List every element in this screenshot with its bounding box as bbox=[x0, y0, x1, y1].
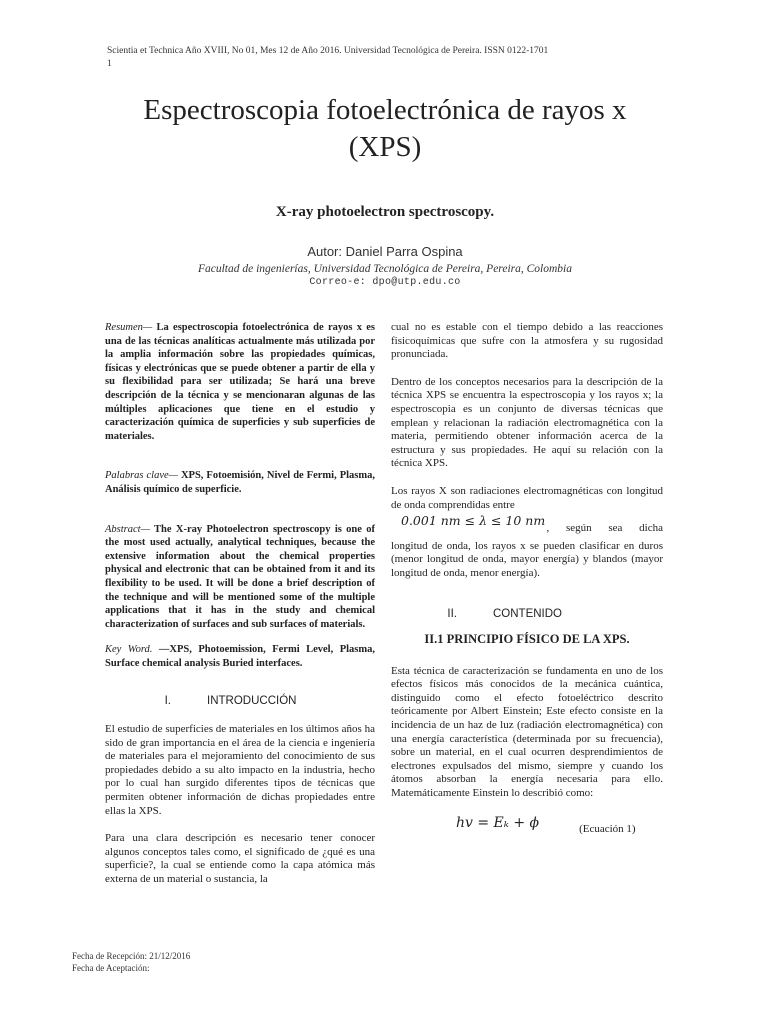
abstract-text: The X-ray Photoelectron spectroscopy is one of the most used actually, analytical techniques, because the extensive information about the chemical properties physical and electronic that can be obtained from it and its flexibility to be used. It will be done a brief description of the technique and will be mentioned some of the multiple applications that it has in the study and chemical characterization of surfaces and sub surfaces of materials. bbox=[105, 523, 375, 630]
received-date: Fecha de Recepción: 21/12/2016 bbox=[72, 951, 191, 961]
footer-dates bbox=[72, 951, 472, 974]
intro-paragraph-1: El estudio de superficies de materiales en los últimos años ha sido de gran importancia en el área de la ciencia e ingeniería de materiales para el mejoramiento del conocimiento de sus propiedades debido a su alto impacto en la industria, hecho por lo cual han surgido diferentes tipos de técnicas que permiten obtener información de dichas propiedades entre ellas la XPS. bbox=[105, 723, 375, 817]
resumen-paragraph bbox=[105, 321, 375, 443]
section-number: II. bbox=[447, 607, 457, 620]
page-number: 1 bbox=[107, 59, 112, 69]
author: Autor: Daniel Parra Ospina bbox=[307, 244, 463, 259]
paper-title bbox=[95, 92, 675, 166]
section-heading-introduccion bbox=[105, 695, 375, 709]
body-paragraph-3-start: Los rayos X son radiaciones electromagnéticas con longitud de onda comprendidas entre bbox=[391, 484, 663, 511]
accepted-date: Fecha de Aceptación: bbox=[72, 962, 150, 973]
body-paragraph-2: Dentro de los conceptos necesarios para la descripción de la técnica XPS se encuentra la espectroscopia y los rayos x; la espectroscopia es un conjunto de diversas técnicas que emplean y relacionan la radiación electromagnética con la materia, permitiendo obtener información acerca de la estructura y sus propiedades. He aquí su relación con la técnica XPS. bbox=[391, 375, 663, 470]
equation-label: (Ecuación 1) bbox=[579, 822, 636, 835]
palabras-label: Palabras clave— bbox=[105, 470, 178, 482]
abstract-paragraph bbox=[105, 523, 375, 632]
journal-citation: Scientia et Technica Año XVIII, No 01, Mes 12 de Año 2016. Universidad Tecnológica de Pereira. ISSN 0122-1701 bbox=[107, 46, 549, 56]
keywords-es-paragraph bbox=[105, 469, 375, 496]
keyword-label: Key Word. bbox=[105, 644, 153, 656]
section-heading-contenido bbox=[391, 608, 663, 622]
einstein-equation: hv = Eₖ + ϕ bbox=[456, 814, 540, 831]
resumen-label: Resumen— bbox=[105, 322, 153, 333]
intro-paragraph-2: Para una clara descripción es necesario tener conocer algunos conceptos tales como, el significado de ¿qué es una superficie?, la cual se entiende como la capa atómica más externa de un material o sustancia, la bbox=[105, 832, 375, 885]
keyword-text: —XPS, Photoemission, Fermi Level, Plasma, Surface chemical analysis Buried interfaces. bbox=[105, 644, 375, 669]
title-line-1: Espectroscopia fotoelectrónica de rayos x bbox=[143, 94, 627, 126]
formula-trailing-text: , según sea dicha bbox=[546, 522, 663, 535]
section-title: INTRODUCCIÓN bbox=[207, 695, 297, 708]
right-column bbox=[391, 321, 663, 835]
left-column bbox=[105, 321, 375, 887]
resumen-text: La espectroscopia fotoelectrónica de rayos x es una de las técnicas analíticas actualmente más utilizada por la amplia información sobre las propiedades químicas, físicas y electrónicas que se puede obtener a partir de ella y su flexibilidad para ser utilizada; Se hará una breve descripción de la técnica y se mencionaran algunas de las múltiples aplicaciones que tiene en el estudio y caracterización química de superficies y sub superficies de materiales. bbox=[105, 322, 375, 442]
affiliation: Facultad de ingenierías, Universidad Tecnológica de Pereira, Pereira, Colombia bbox=[197, 263, 572, 275]
english-title: X-ray photoelectron spectroscopy. bbox=[275, 204, 495, 220]
einstein-equation-line bbox=[391, 814, 663, 835]
palabras-text: XPS, Fotoemisión, Nivel de Fermi, Plasma, Análisis químico de superficie. bbox=[105, 470, 375, 495]
section-title: CONTENIDO bbox=[493, 607, 562, 620]
email: Correo-e: dpo@utp.edu.co bbox=[309, 277, 461, 288]
wavelength-formula: 0.001 nm ≤ λ ≤ 10 nm bbox=[401, 513, 546, 529]
title-line-2: (XPS) bbox=[348, 131, 422, 163]
journal-header bbox=[107, 45, 667, 71]
subsection-heading: II.1 PRINCIPIO FÍSICO DE LA XPS. bbox=[424, 632, 630, 647]
body-paragraph-3-end: longitud de onda, los rayos x se pueden clasificar en duros (menor longitud de onda, mayor energía) y blandos (mayor longitud de onda, menor energía). bbox=[391, 539, 663, 579]
body-paragraph-4: Esta técnica de caracterización se fundamenta en uno de los efectos físicos más conocidos de la mecánica cuántica, distinguido como el efecto fotoeléctrico descrito teóricamente por Albert Einstein; Este efecto consiste en la incidencia de un haz de luz (radiación electromagnética) con una energía característica (determinada por su frecuencia), sobre un material, en el cual ocurren desprendimientos de electrones expulsados del mismo, siempre y cuando los átomos absorban la energía necesaria para ello. Matemáticamente Einstein lo describió como: bbox=[391, 664, 663, 800]
abstract-label: Abstract— bbox=[105, 523, 150, 535]
section-number: I. bbox=[164, 695, 171, 708]
keywords-en-paragraph bbox=[105, 643, 375, 670]
wavelength-formula-line bbox=[391, 513, 663, 535]
body-paragraph-1: cual no es estable con el tiempo debido a las reacciones fisicoquímicas que sufre con la atmosfera y su rugosidad pronunciada. bbox=[391, 321, 663, 361]
